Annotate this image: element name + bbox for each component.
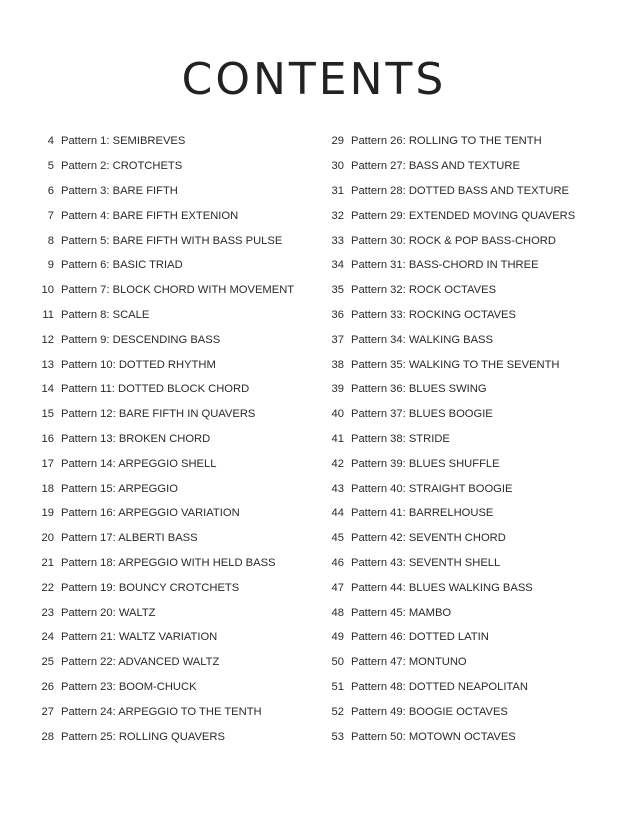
- entry-title: Pattern 17: ALBERTI BASS: [61, 532, 198, 545]
- toc-entry[interactable]: [28, 253, 318, 278]
- toc-entry[interactable]: [28, 551, 318, 576]
- toc-entry[interactable]: [28, 327, 318, 352]
- toc-entry[interactable]: [28, 154, 318, 179]
- entry-title: Pattern 43: SEVENTH SHELL: [351, 556, 501, 569]
- page-number: 47: [331, 581, 344, 594]
- page-number: 30: [331, 160, 344, 173]
- entry-title: Pattern 34: WALKING BASS: [351, 333, 493, 346]
- toc-entry[interactable]: [28, 402, 318, 427]
- page-number: 50: [331, 656, 344, 669]
- toc-entry[interactable]: [28, 377, 318, 402]
- page-number: 53: [331, 730, 344, 743]
- page-number: 13: [41, 358, 54, 371]
- entry-title: Pattern 15: ARPEGGIO: [61, 482, 178, 495]
- entry-title: Pattern 7: BLOCK CHORD WITH MOVEMENT: [61, 284, 295, 297]
- page-number: 42: [331, 457, 344, 470]
- entry-title: Pattern 25: ROLLING QUAVERS: [61, 730, 225, 743]
- entry-title: Pattern 6: BASIC TRIAD: [61, 259, 183, 272]
- page-number: 16: [41, 432, 54, 445]
- entry-title: Pattern 12: BARE FIFTH IN QUAVERS: [61, 408, 256, 421]
- toc-entry[interactable]: [318, 203, 608, 228]
- page-number: 32: [331, 209, 344, 222]
- toc-entry[interactable]: [28, 699, 318, 724]
- entry-title: Pattern 11: DOTTED BLOCK CHORD: [61, 383, 250, 396]
- page-number: 23: [41, 606, 54, 619]
- page-number: 4: [47, 135, 54, 148]
- page-number: 18: [41, 482, 54, 495]
- toc-entry[interactable]: [28, 650, 318, 675]
- entry-title: Pattern 1: SEMIBREVES: [61, 135, 186, 148]
- page-number: 11: [42, 308, 54, 321]
- page-number: 8: [47, 234, 54, 247]
- toc-entry[interactable]: [28, 451, 318, 476]
- toc-entry[interactable]: [28, 625, 318, 650]
- entry-title: Pattern 38: STRIDE: [351, 432, 450, 445]
- page-number: 25: [41, 656, 54, 669]
- toc-entry[interactable]: [318, 451, 608, 476]
- page-number: 45: [331, 532, 344, 545]
- entry-title: Pattern 10: DOTTED RHYTHM: [61, 358, 216, 371]
- page-number: 31: [331, 184, 344, 197]
- page-number: 48: [331, 606, 344, 619]
- toc-entry[interactable]: [318, 551, 608, 576]
- entry-title: Pattern 41: BARRELHOUSE: [351, 507, 494, 520]
- toc-entry[interactable]: [28, 501, 318, 526]
- page-number: 44: [331, 507, 344, 520]
- page-number: 19: [41, 507, 54, 520]
- toc-entry[interactable]: [28, 427, 318, 452]
- toc-entry[interactable]: [318, 526, 608, 551]
- toc-entry[interactable]: [28, 526, 318, 551]
- toc-entry[interactable]: [318, 625, 608, 650]
- page-number: 10: [41, 284, 54, 297]
- toc-entry[interactable]: [28, 303, 318, 328]
- entry-title: Pattern 44: BLUES WALKING BASS: [351, 581, 533, 594]
- toc-entry[interactable]: [318, 179, 608, 204]
- entry-title: Pattern 33: ROCKING OCTAVES: [351, 308, 516, 321]
- entry-title: Pattern 35: WALKING TO THE SEVENTH: [351, 358, 560, 371]
- entry-title: Pattern 14: ARPEGGIO SHELL: [61, 457, 217, 470]
- entry-title: Pattern 45: MAMBO: [351, 606, 452, 619]
- entry-title: Pattern 16: ARPEGGIO VARIATION: [61, 507, 240, 520]
- page-number: 28: [41, 730, 54, 743]
- page-number: 46: [331, 556, 344, 569]
- entry-title: Pattern 39: BLUES SHUFFLE: [351, 457, 500, 470]
- entry-title: Pattern 18: ARPEGGIO WITH HELD BASS: [61, 556, 276, 569]
- toc-entry[interactable]: [28, 575, 318, 600]
- page-number: 40: [331, 408, 344, 421]
- page-number: 27: [41, 705, 54, 718]
- toc-entry[interactable]: [318, 476, 608, 501]
- toc-entry[interactable]: [28, 278, 318, 303]
- toc-entry[interactable]: [318, 427, 608, 452]
- entry-title: Pattern 19: BOUNCY CROTCHETS: [61, 581, 240, 594]
- toc-entry[interactable]: [318, 352, 608, 377]
- entry-title: Pattern 9: DESCENDING BASS: [61, 333, 221, 346]
- entry-title: Pattern 27: BASS AND TEXTURE: [351, 160, 520, 173]
- toc-entry[interactable]: [318, 154, 608, 179]
- toc-left-column: [28, 129, 318, 749]
- page-number: 51: [331, 680, 344, 693]
- entry-title: Pattern 31: BASS-CHORD IN THREE: [351, 259, 539, 272]
- entry-title: Pattern 40: STRAIGHT BOOGIE: [351, 482, 513, 495]
- entry-title: Pattern 24: ARPEGGIO TO THE TENTH: [61, 705, 262, 718]
- toc-entry[interactable]: [28, 203, 318, 228]
- entry-title: Pattern 26: ROLLING TO THE TENTH: [351, 135, 542, 148]
- entry-title: Pattern 49: BOOGIE OCTAVES: [351, 705, 508, 718]
- page-number: 22: [41, 581, 54, 594]
- entry-title: Pattern 29: EXTENDED MOVING QUAVERS: [351, 209, 576, 222]
- toc-entry[interactable]: [318, 278, 608, 303]
- page-number: 6: [47, 184, 54, 197]
- page-number: 49: [331, 631, 344, 644]
- entry-title: Pattern 36: BLUES SWING: [351, 383, 487, 396]
- page-number: 14: [41, 383, 54, 396]
- entry-title: Pattern 42: SEVENTH CHORD: [351, 532, 506, 545]
- toc-entry[interactable]: [318, 699, 608, 724]
- toc-entry[interactable]: [318, 402, 608, 427]
- page-number: 38: [331, 358, 344, 371]
- page-number: 34: [331, 259, 344, 272]
- toc-entry[interactable]: [318, 253, 608, 278]
- page-number: 15: [41, 408, 54, 421]
- toc-entry[interactable]: [318, 377, 608, 402]
- page-number: 33: [331, 234, 344, 247]
- page-number: 20: [41, 532, 54, 545]
- toc-entry[interactable]: [318, 575, 608, 600]
- entry-title: Pattern 37: BLUES BOOGIE: [351, 408, 493, 421]
- toc-entry[interactable]: [28, 476, 318, 501]
- page-number: 7: [47, 209, 54, 222]
- page-number: 39: [331, 383, 344, 396]
- page-title: CONTENTS: [181, 54, 447, 105]
- toc-entry[interactable]: [318, 600, 608, 625]
- entry-title: Pattern 2: CROTCHETS: [61, 160, 183, 173]
- entry-title: Pattern 5: BARE FIFTH WITH BASS PULSE: [61, 234, 283, 247]
- entry-title: Pattern 48: DOTTED NEAPOLITAN: [351, 680, 528, 693]
- toc-entry[interactable]: [318, 129, 608, 154]
- page-number: 37: [331, 333, 344, 346]
- toc-entry[interactable]: [318, 724, 608, 749]
- entry-title: Pattern 20: WALTZ: [61, 606, 156, 619]
- entry-title: Pattern 13: BROKEN CHORD: [61, 432, 211, 445]
- entry-title: Pattern 3: BARE FIFTH: [61, 184, 178, 197]
- entry-title: Pattern 8: SCALE: [61, 308, 150, 321]
- page-number: 12: [41, 333, 54, 346]
- toc-entry[interactable]: [28, 228, 318, 253]
- entry-title: Pattern 4: BARE FIFTH EXTENION: [61, 209, 239, 222]
- page-number: 24: [41, 631, 54, 644]
- entry-title: Pattern 47: MONTUNO: [351, 656, 467, 669]
- toc-entry[interactable]: [318, 228, 608, 253]
- entry-title: Pattern 28: DOTTED BASS AND TEXTURE: [351, 184, 570, 197]
- toc-entry[interactable]: [318, 675, 608, 700]
- entry-title: Pattern 50: MOTOWN OCTAVES: [351, 730, 516, 743]
- entry-title: Pattern 22: ADVANCED WALTZ: [61, 656, 220, 669]
- page-number: 35: [331, 284, 344, 297]
- toc-entry[interactable]: [318, 501, 608, 526]
- toc-entry[interactable]: [318, 327, 608, 352]
- entry-title: Pattern 30: ROCK & POP BASS-CHORD: [351, 234, 556, 247]
- toc-entry[interactable]: [318, 650, 608, 675]
- page-number: 5: [47, 160, 54, 173]
- entry-title: Pattern 46: DOTTED LATIN: [351, 631, 489, 644]
- toc-entry[interactable]: [28, 179, 318, 204]
- entry-title: Pattern 23: BOOM-CHUCK: [61, 680, 197, 693]
- page-number: 36: [331, 308, 344, 321]
- page-number: 43: [331, 482, 344, 495]
- toc-entry[interactable]: [28, 129, 318, 154]
- page-number: 21: [41, 556, 54, 569]
- page-number: 29: [331, 135, 344, 148]
- toc-entry[interactable]: [318, 303, 608, 328]
- page-number: 41: [331, 432, 344, 445]
- page-number: 17: [41, 457, 54, 470]
- entry-title: Pattern 32: ROCK OCTAVES: [351, 284, 497, 297]
- page-number: 52: [331, 705, 344, 718]
- page-number: 9: [47, 259, 54, 272]
- toc-entry[interactable]: [28, 352, 318, 377]
- toc-right-column: [318, 129, 608, 749]
- entry-title: Pattern 21: WALTZ VARIATION: [61, 631, 218, 644]
- page-number: 26: [41, 680, 54, 693]
- toc-entry[interactable]: [28, 724, 318, 749]
- toc-entry[interactable]: [28, 600, 318, 625]
- toc-entry[interactable]: [28, 675, 318, 700]
